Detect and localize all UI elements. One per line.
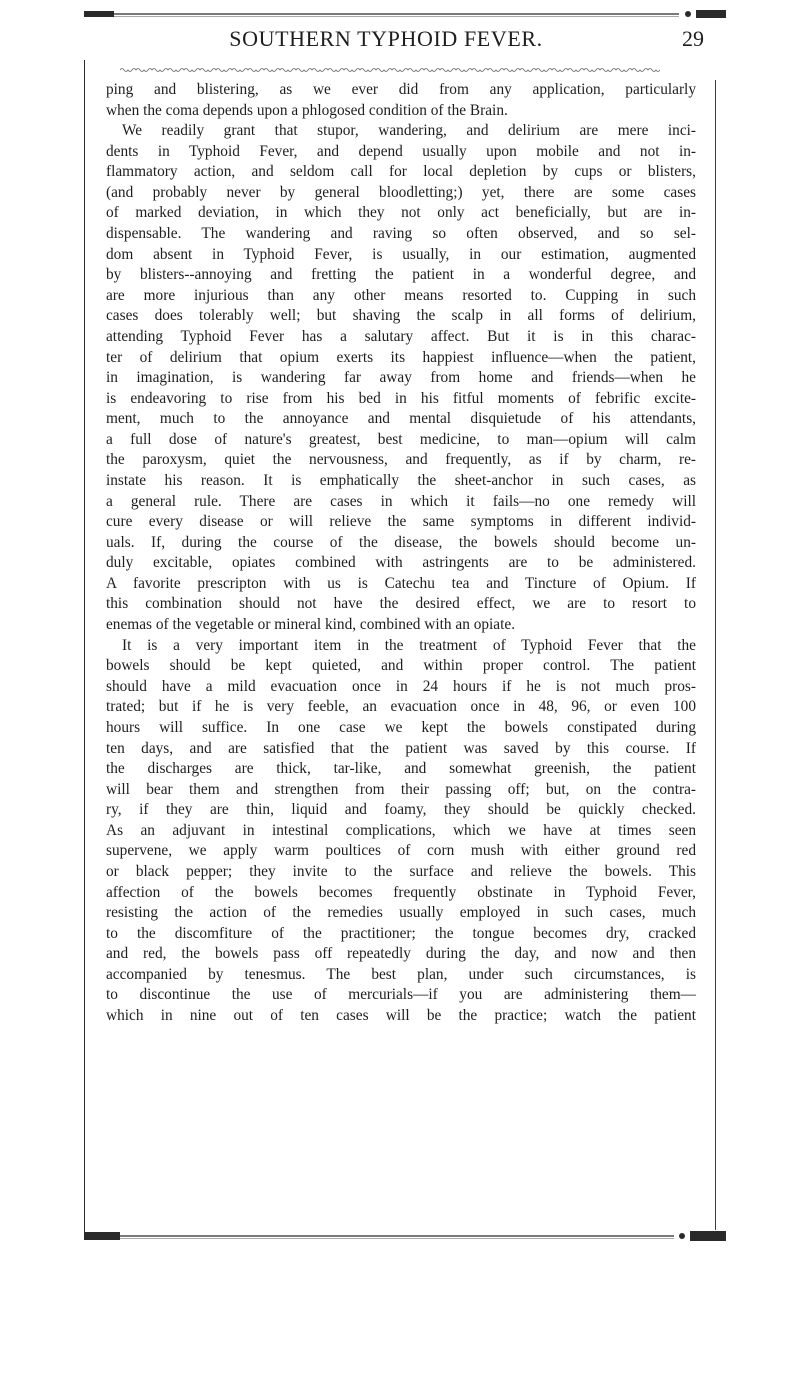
text-line: the discharges are thick, tar-like, and somewhat greenish, the patient bbox=[106, 760, 696, 778]
text-line: will bear them and strengthen from their passing off; but, on the contra- bbox=[106, 780, 696, 798]
text-line: supervene, we apply warm poultices of corn mush with either ground red bbox=[106, 842, 696, 860]
text-line: duly excitable, opiates combined with astringents are to be administered. bbox=[106, 554, 696, 572]
text-line: ping and blistering, as we ever did from any application, particularly bbox=[106, 81, 696, 98]
text-line: As an adjuvant in intestinal complications, which we have at times seen bbox=[106, 821, 696, 839]
text-line: dents in Typhoid Fever, and depend usually upon mobile and not in- bbox=[106, 142, 696, 160]
text-line: which in nine out of ten cases will be the practice; watch the patient bbox=[106, 1007, 696, 1025]
text-line: It is a very important item in the treatment of Typhoid Fever that the bbox=[122, 636, 696, 654]
header-wavy-rule bbox=[120, 62, 660, 72]
text-line: (and probably never by general bloodletting;) yet, there are some cases bbox=[106, 183, 696, 201]
page-header bbox=[100, 26, 704, 56]
bottom-ornamental-rule bbox=[84, 1228, 726, 1244]
text-line: when the coma depends upon a phlogosed condition of the Brain. bbox=[106, 101, 508, 119]
text-line: are more injurious than any other means resorted to. Cupping in such bbox=[106, 286, 696, 304]
text-line: to discontinue the use of mercurials—if you are administering them— bbox=[106, 986, 696, 1004]
text-line: affection of the bowels becomes frequently obstinate in Typhoid Fever, bbox=[106, 883, 696, 901]
text-line: dispensable. The wandering and raving so often observed, and so sel- bbox=[106, 225, 696, 243]
text-line: a general rule. There are cases in which it fails—no one remedy will bbox=[106, 492, 696, 510]
running-title: SOUTHERN TYPHOID FEVER. bbox=[229, 26, 543, 51]
text-line: attending Typhoid Fever has a salutary affect. But it is in this charac- bbox=[106, 327, 696, 345]
text-line: this combination should not have the desired effect, we are to resort to bbox=[106, 595, 696, 613]
text-line: enemas of the vegetable or mineral kind, combined with an opiate. bbox=[106, 616, 516, 634]
text-line: uals. If, during the course of the disease, the bowels should become un- bbox=[106, 533, 696, 551]
right-border-rule bbox=[709, 80, 716, 1230]
text-line: resisting the action of the remedies usually employed in such cases, much bbox=[106, 904, 696, 922]
text-line: or black pepper; they invite to the surface and relieve the bowels. This bbox=[106, 862, 696, 880]
body-text bbox=[106, 80, 696, 1027]
text-line: to the discomfiture of the practitioner; the tongue becomes dry, cracked bbox=[106, 924, 696, 942]
text-line: the paroxysm, quiet the nervousness, and frequently, as if by charm, re- bbox=[106, 451, 696, 469]
text-line: instate his reason. It is emphatically the sheet-anchor in such cases, as bbox=[106, 471, 696, 489]
text-line: dom absent in Typhoid Fever, is usually, in our estimation, augmented bbox=[106, 245, 696, 263]
page-number: 29 bbox=[682, 26, 704, 51]
text-line: trated; but if he is very feeble, an evacuation once in 48, 96, or even 100 bbox=[106, 698, 696, 716]
text-line: flammatory action, and seldom call for local depletion by cups or blisters, bbox=[106, 163, 696, 181]
text-line: accompanied by tenesmus. The best plan, under such circumstances, is bbox=[106, 965, 696, 983]
text-line: hours will suffice. In one case we kept the bowels constipated during bbox=[106, 718, 696, 736]
text-line: of marked deviation, in which they not only act beneficially, but are in- bbox=[106, 204, 696, 222]
text-line: ry, if they are thin, liquid and foamy, they should be quickly checked. bbox=[106, 801, 696, 819]
text-line: cure every disease or will relieve the same symptoms in different individ- bbox=[106, 513, 696, 531]
left-border-rule bbox=[84, 60, 91, 1240]
text-line: in imagination, is wandering far away from home and friends—when he bbox=[106, 369, 696, 387]
text-line: is endeavoring to rise from his bed in his fitful moments of febrific excite- bbox=[106, 389, 696, 407]
text-line: should have a mild evacuation once in 24 hours if he is not much pros- bbox=[106, 677, 696, 695]
text-line: cases does tolerably well; but shaving the scalp in all forms of delirium, bbox=[106, 307, 696, 325]
text-line: A favorite prescripton with us is Catechu tea and Tincture of Opium. If bbox=[106, 574, 696, 592]
text-line: We readily grant that stupor, wandering, and delirium are mere inci- bbox=[122, 122, 696, 140]
top-ornamental-rule bbox=[84, 8, 726, 20]
text-line: ment, much to the annoyance and mental disquietude of his attendants, bbox=[106, 410, 696, 428]
text-line: and red, the bowels pass off repeatedly during the day, and now and then bbox=[106, 945, 696, 963]
text-line: ten days, and are satisfied that the patient was saved by this course. If bbox=[106, 739, 696, 757]
text-line: by blisters--annoying and fretting the patient in a wonderful degree, and bbox=[106, 266, 696, 284]
text-line: ter of delirium that opium exerts its happiest influence—when the patient, bbox=[106, 348, 696, 366]
text-line: bowels should be kept quieted, and within proper control. The patient bbox=[106, 657, 696, 675]
text-line: a full dose of nature's greatest, best medicine, to man—opium will calm bbox=[106, 430, 696, 448]
